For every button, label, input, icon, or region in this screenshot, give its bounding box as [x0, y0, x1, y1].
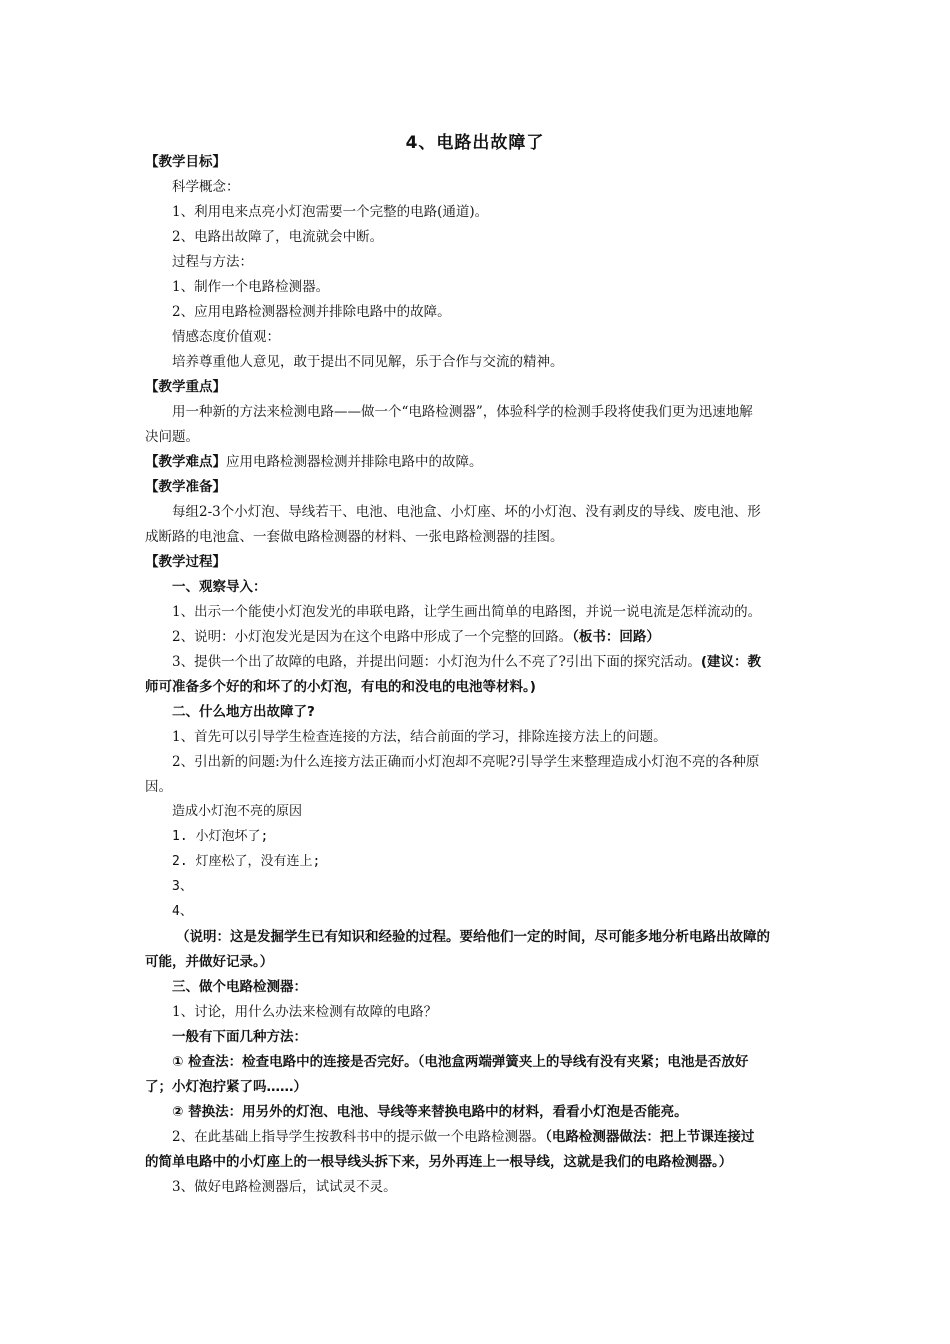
step2-note-line1: （说明：这是发掘学生已有知识和经验的过程。要给他们一定的时间，尽可能多地分析电路出故障的: [176, 929, 770, 945]
step2-para1: 1、首先可以引导学生检查连接的方法，结合前面的学习，排除连接方法上的问题。: [172, 729, 667, 745]
reason-item: 1. 小灯泡坏了;: [172, 829, 269, 844]
goal-attitude-label: 情感态度价值观：: [172, 329, 280, 345]
section-heading-goals: 【教学目标】: [145, 154, 226, 170]
step3-method2: ② 替换法：用另外的灯泡、电池、导线等来替换电路中的材料，看看小灯泡是否能亮。: [172, 1104, 688, 1120]
step3-method1-line2: 了；小灯泡拧紧了吗……）: [145, 1079, 307, 1095]
goal-concept-label: 科学概念：: [172, 179, 240, 195]
goal-method-1: 1、制作一个电路检测器。: [172, 279, 330, 295]
reason-item: 3、: [172, 879, 193, 894]
key-text-line1: 用一种新的方法来检测电路——做一个“电路检测器”，体验科学的检测手段将使我们更为迅速地解: [172, 404, 753, 420]
step1-para3-text: 3、提供一个出了故障的电路，并提出问题：小灯泡为什么不亮了?引出下面的探究活动。: [172, 654, 701, 670]
step1-para3: [172, 652, 832, 672]
section-heading-key: 【教学重点】: [145, 379, 226, 395]
reasons-title: 造成小灯泡不亮的原因: [172, 804, 303, 819]
step3-para2-method-note: （电路检测器做法：把上节课连接过: [545, 1129, 755, 1145]
prep-text-line1: 每组2-3个小灯泡、导线若干、电池、电池盒、小灯座、坏的小灯泡、没有剥皮的导线、废电池、形: [172, 504, 761, 520]
step1-para2-board-note: （板书：回路）: [572, 629, 660, 645]
step3-method1: ① 检查法：检查电路中的连接是否完好。（电池盒两端弹簧夹上的导线有没有夹紧；电池是否放好: [172, 1054, 749, 1070]
step1-para1: 1、出示一个能使小灯泡发光的串联电路，让学生画出简单的电路图，并说一说电流是怎样流动的。: [172, 604, 762, 620]
section-heading-prep: 【教学准备】: [145, 479, 226, 495]
step1-title: 一、观察导入：: [172, 579, 267, 595]
step2-para2: 2、引出新的问题:为什么连接方法正确而小灯泡却不亮呢?引导学生来整理造成小灯泡不亮的各种原: [172, 754, 760, 770]
document-title: 4、电路出故障了: [405, 133, 545, 153]
step1-para2: [172, 627, 832, 647]
goal-method-label: 过程与方法：: [172, 254, 253, 270]
reason-item: 4、: [172, 904, 193, 919]
step2-para2-line2: 因。: [145, 779, 172, 795]
step2-title: 二、什么地方出故障了?: [172, 704, 315, 720]
step2-note-line2: 可能，并做好记录。）: [145, 954, 274, 970]
goal-method-2: 2、应用电路检测器检测并排除电路中的故障。: [172, 304, 451, 320]
step1-para3-suggestion: (建议：教: [700, 654, 761, 670]
goal-concept-2: 2、电路出故障了，电流就会中断。: [172, 229, 384, 245]
prep-text-line2: 成断路的电池盒、一套做电路检测器的材料、一张电路检测器的挂图。: [145, 529, 564, 545]
section-heading-process: 【教学过程】: [145, 554, 226, 570]
step3-para2-text: 2、在此基础上指导学生按教科书中的提示做一个电路检测器。: [172, 1129, 546, 1145]
reason-item: 2. 灯座松了，没有连上;: [172, 854, 321, 869]
goal-concept-1: 1、利用电来点亮小灯泡需要一个完整的电路(通道)。: [172, 204, 489, 220]
step3-para2-line2: 的简单电路中的小灯座上的一根导线头拆下来，另外再连上一根导线，这就是我们的电路检测器。）: [145, 1154, 733, 1170]
step3-para2: [172, 1127, 832, 1147]
difficulty-text: 应用电路检测器检测并排除电路中的故障。: [226, 454, 483, 470]
section-heading-difficulty: 【教学难点】: [145, 454, 226, 470]
step3-para1: 1、讨论，用什么办法来检测有故障的电路？: [172, 1004, 438, 1020]
key-text-line2: 决问题。: [145, 429, 199, 445]
step3-title: 三、做个电路检测器：: [172, 979, 307, 995]
difficulty-line: [145, 452, 805, 472]
goal-attitude-1: 培养尊重他人意见，敢于提出不同见解，乐于合作与交流的精神。: [172, 354, 564, 370]
step1-para2-text: 2、说明：小灯泡发光是因为在这个电路中形成了一个完整的回路。: [172, 629, 573, 645]
step3-methods-intro: 一般有下面几种方法：: [172, 1029, 307, 1045]
step3-para3: 3、做好电路检测器后，试试灵不灵。: [172, 1179, 397, 1195]
step1-para3-line2: 师可准备多个好的和坏了的小灯泡，有电的和没电的电池等材料。): [145, 679, 536, 695]
